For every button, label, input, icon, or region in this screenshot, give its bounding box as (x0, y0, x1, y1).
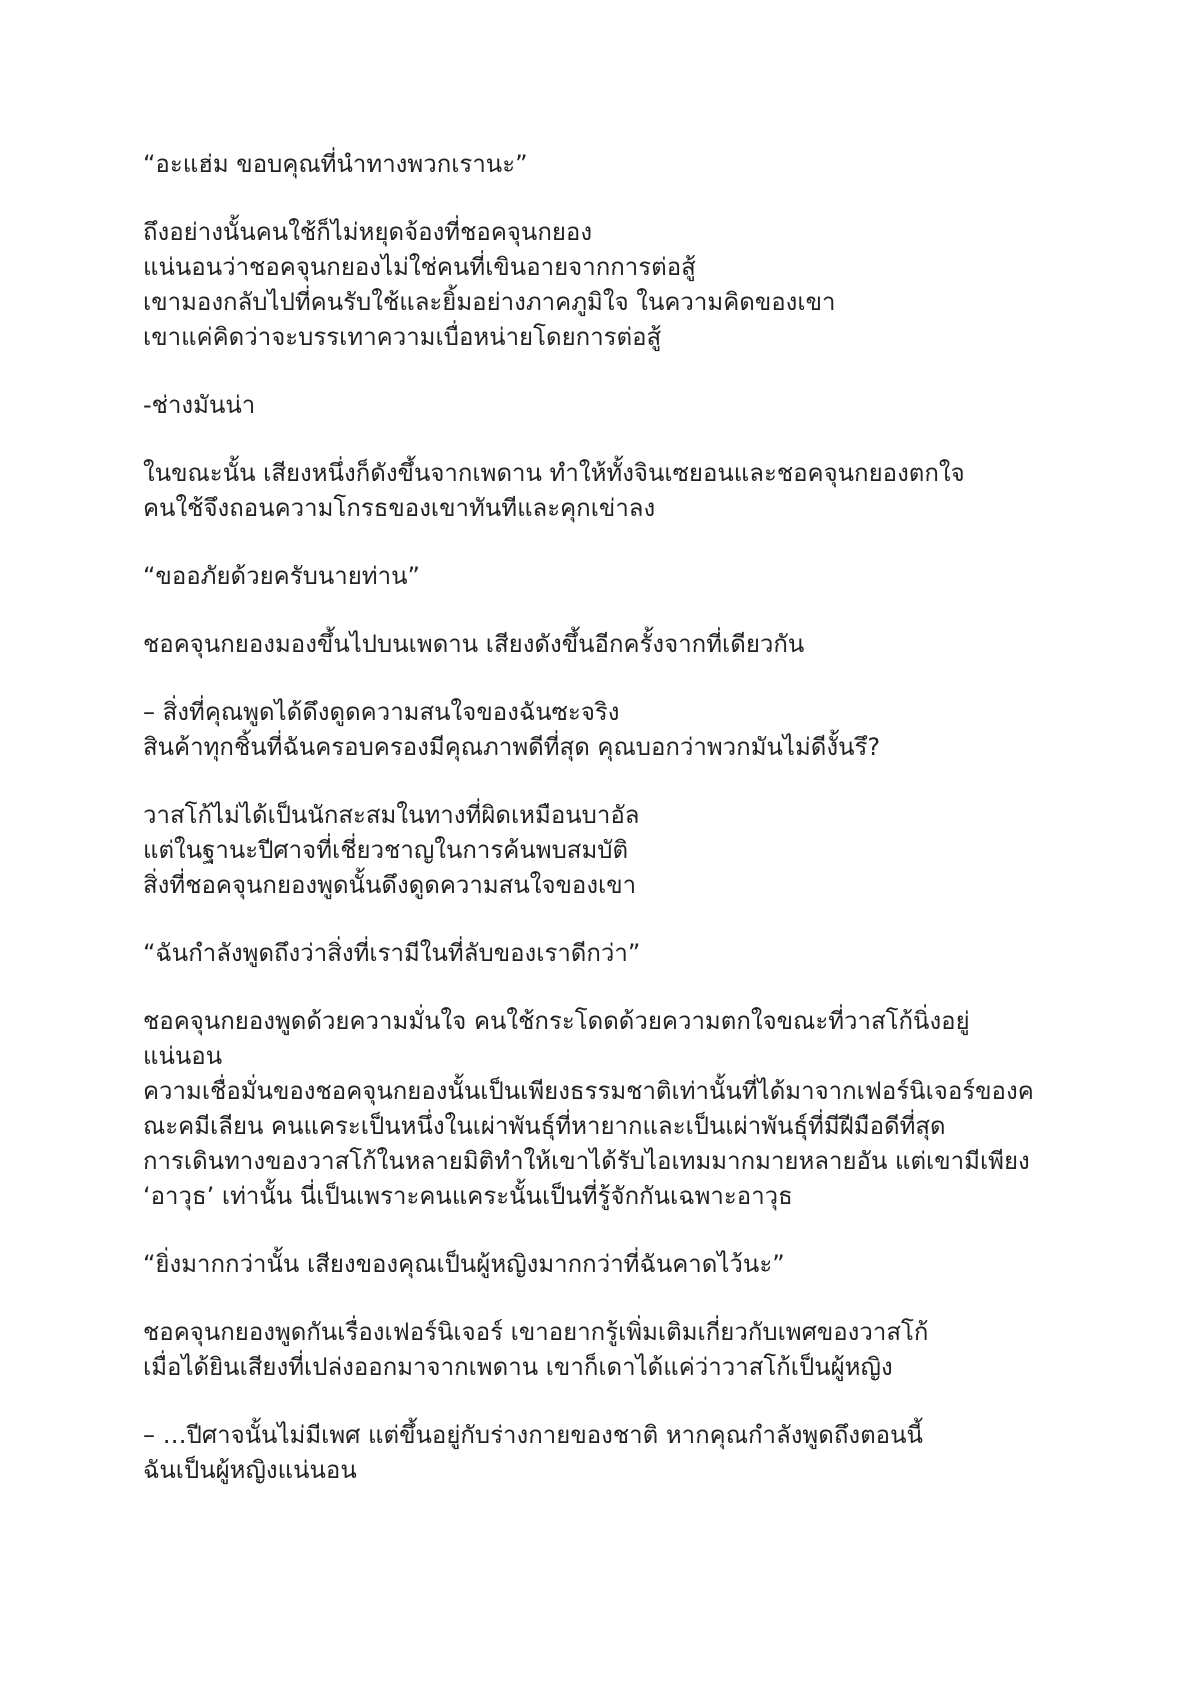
text-line: สินค้าทุกชิ้นที่ฉันครอบครองมีคุณภาพดีที่สุด คุณบอกว่าพวกมันไม่ดีงั้นรึ? (143, 733, 881, 761)
paragraph-11 (143, 1247, 1063, 1282)
text-line: แน่นอน (143, 1042, 223, 1070)
text-line: ในขณะนั้น เสียงหนึ่งก็ดังขึ้นจากเพดาน ทำให้ทั้งจินเซยอนและชอคจุนกยองตกใจ (143, 459, 965, 487)
paragraph-10 (143, 1004, 1063, 1214)
text-line: ณะคมีเลียน คนแคระเป็นหนึ่งในเผ่าพันธุ์ที่หายากและเป็นเผ่าพันธุ์ที่มีฝีมือดีที่สุด (143, 1112, 946, 1140)
paragraph-1 (143, 147, 1063, 182)
text-line: เขาแค่คิดว่าจะบรรเทาความเบื่อหน่ายโดยการต่อสู้ (143, 323, 662, 351)
text-line: – …ปีศาจนั้นไม่มีเพศ แต่ขึ้นอยู่กับร่างกายของชาติ หากคุณกำลังพูดถึงตอนนี้ (143, 1421, 923, 1449)
text-line: – สิ่งที่คุณพูดได้ดึงดูดความสนใจของฉันซะจริง (143, 698, 620, 726)
paragraph-9 (143, 936, 1063, 971)
paragraph-12 (143, 1315, 1063, 1385)
text-line: “ยิ่งมากกว่านั้น เสียงของคุณเป็นผู้หญิงมากกว่าที่ฉันคาดไว้นะ” (143, 1250, 785, 1278)
text-line: สิ่งที่ชอคจุนกยองพูดนั้นดึงดูดความสนใจของเขา (143, 871, 637, 899)
text-line: -ช่างมันน่า (143, 391, 256, 419)
text-line: ความเชื่อมั่นของชอคจุนกยองนั้นเป็นเพียงธรรมชาติเท่านั้นที่ได้มาจากเฟอร์นิเจอร์ของค (143, 1077, 1034, 1105)
text-line: วาสโก้ไม่ได้เป็นนักสะสมในทางที่ผิดเหมือนบาอัล (143, 801, 640, 829)
text-line: แน่นอนว่าชอคจุนกยองไม่ใช่คนที่เขินอายจากการต่อสู้ (143, 253, 696, 281)
paragraph-5 (143, 559, 1063, 594)
text-line: ‘อาวุธ’ เท่านั้น นี่เป็นเพราะคนแคระนั้นเป็นที่รู้จักกันเฉพาะอาวุธ (143, 1182, 793, 1210)
text-line: แต่ในฐานะปีศาจที่เชี่ยวชาญในการค้นพบสมบัติ (143, 836, 629, 864)
text-line: “อะแฮ่ม ขอบคุณที่นำทางพวกเรานะ” (143, 150, 528, 178)
document-body (143, 147, 1063, 1521)
text-line: เมื่อได้ยินเสียงที่เปล่งออกมาจากเพดาน เขาก็เดาได้แค่ว่าวาสโก้เป็นผู้หญิง (143, 1353, 893, 1381)
text-line: ชอคจุนกยองพูดกันเรื่องเฟอร์นิเจอร์ เขาอยากรู้เพิ่มเติมเกี่ยวกับเพศของวาสโก้ (143, 1318, 929, 1346)
paragraph-2 (143, 215, 1063, 355)
text-line: ถึงอย่างนั้นคนใช้ก็ไม่หยุดจ้องที่ชอคจุนกยอง (143, 218, 593, 246)
text-line: การเดินทางของวาสโก้ในหลายมิติทำให้เขาได้รับไอเทมมากมายหลายอัน แต่เขามีเพียง (143, 1147, 1030, 1175)
paragraph-4 (143, 456, 1063, 526)
paragraph-3 (143, 388, 1063, 423)
text-line: ชอคจุนกยองพูดด้วยความมั่นใจ คนใช้กระโดดด้วยความตกใจขณะที่วาสโก้นิ่งอยู่ (143, 1007, 970, 1035)
text-line: “ขออภัยด้วยครับนายท่าน” (143, 562, 420, 590)
paragraph-13 (143, 1418, 1063, 1488)
text-line: เขามองกลับไปที่คนรับใช้และยิ้มอย่างภาคภูมิใจ ในความคิดของเขา (143, 288, 836, 316)
text-line: “ฉันกำลังพูดถึงว่าสิ่งที่เรามีในที่ลับของเราดีกว่า” (143, 939, 641, 967)
paragraph-6 (143, 627, 1063, 662)
paragraph-7 (143, 695, 1063, 765)
paragraph-8 (143, 798, 1063, 903)
text-line: คนใช้จึงถอนความโกรธของเขาทันทีและคุกเข่าลง (143, 494, 656, 522)
text-line: ฉันเป็นผู้หญิงแน่นอน (143, 1456, 357, 1484)
text-line: ชอคจุนกยองมองขึ้นไปบนเพดาน เสียงดังขึ้นอีกครั้งจากที่เดียวกัน (143, 630, 805, 658)
